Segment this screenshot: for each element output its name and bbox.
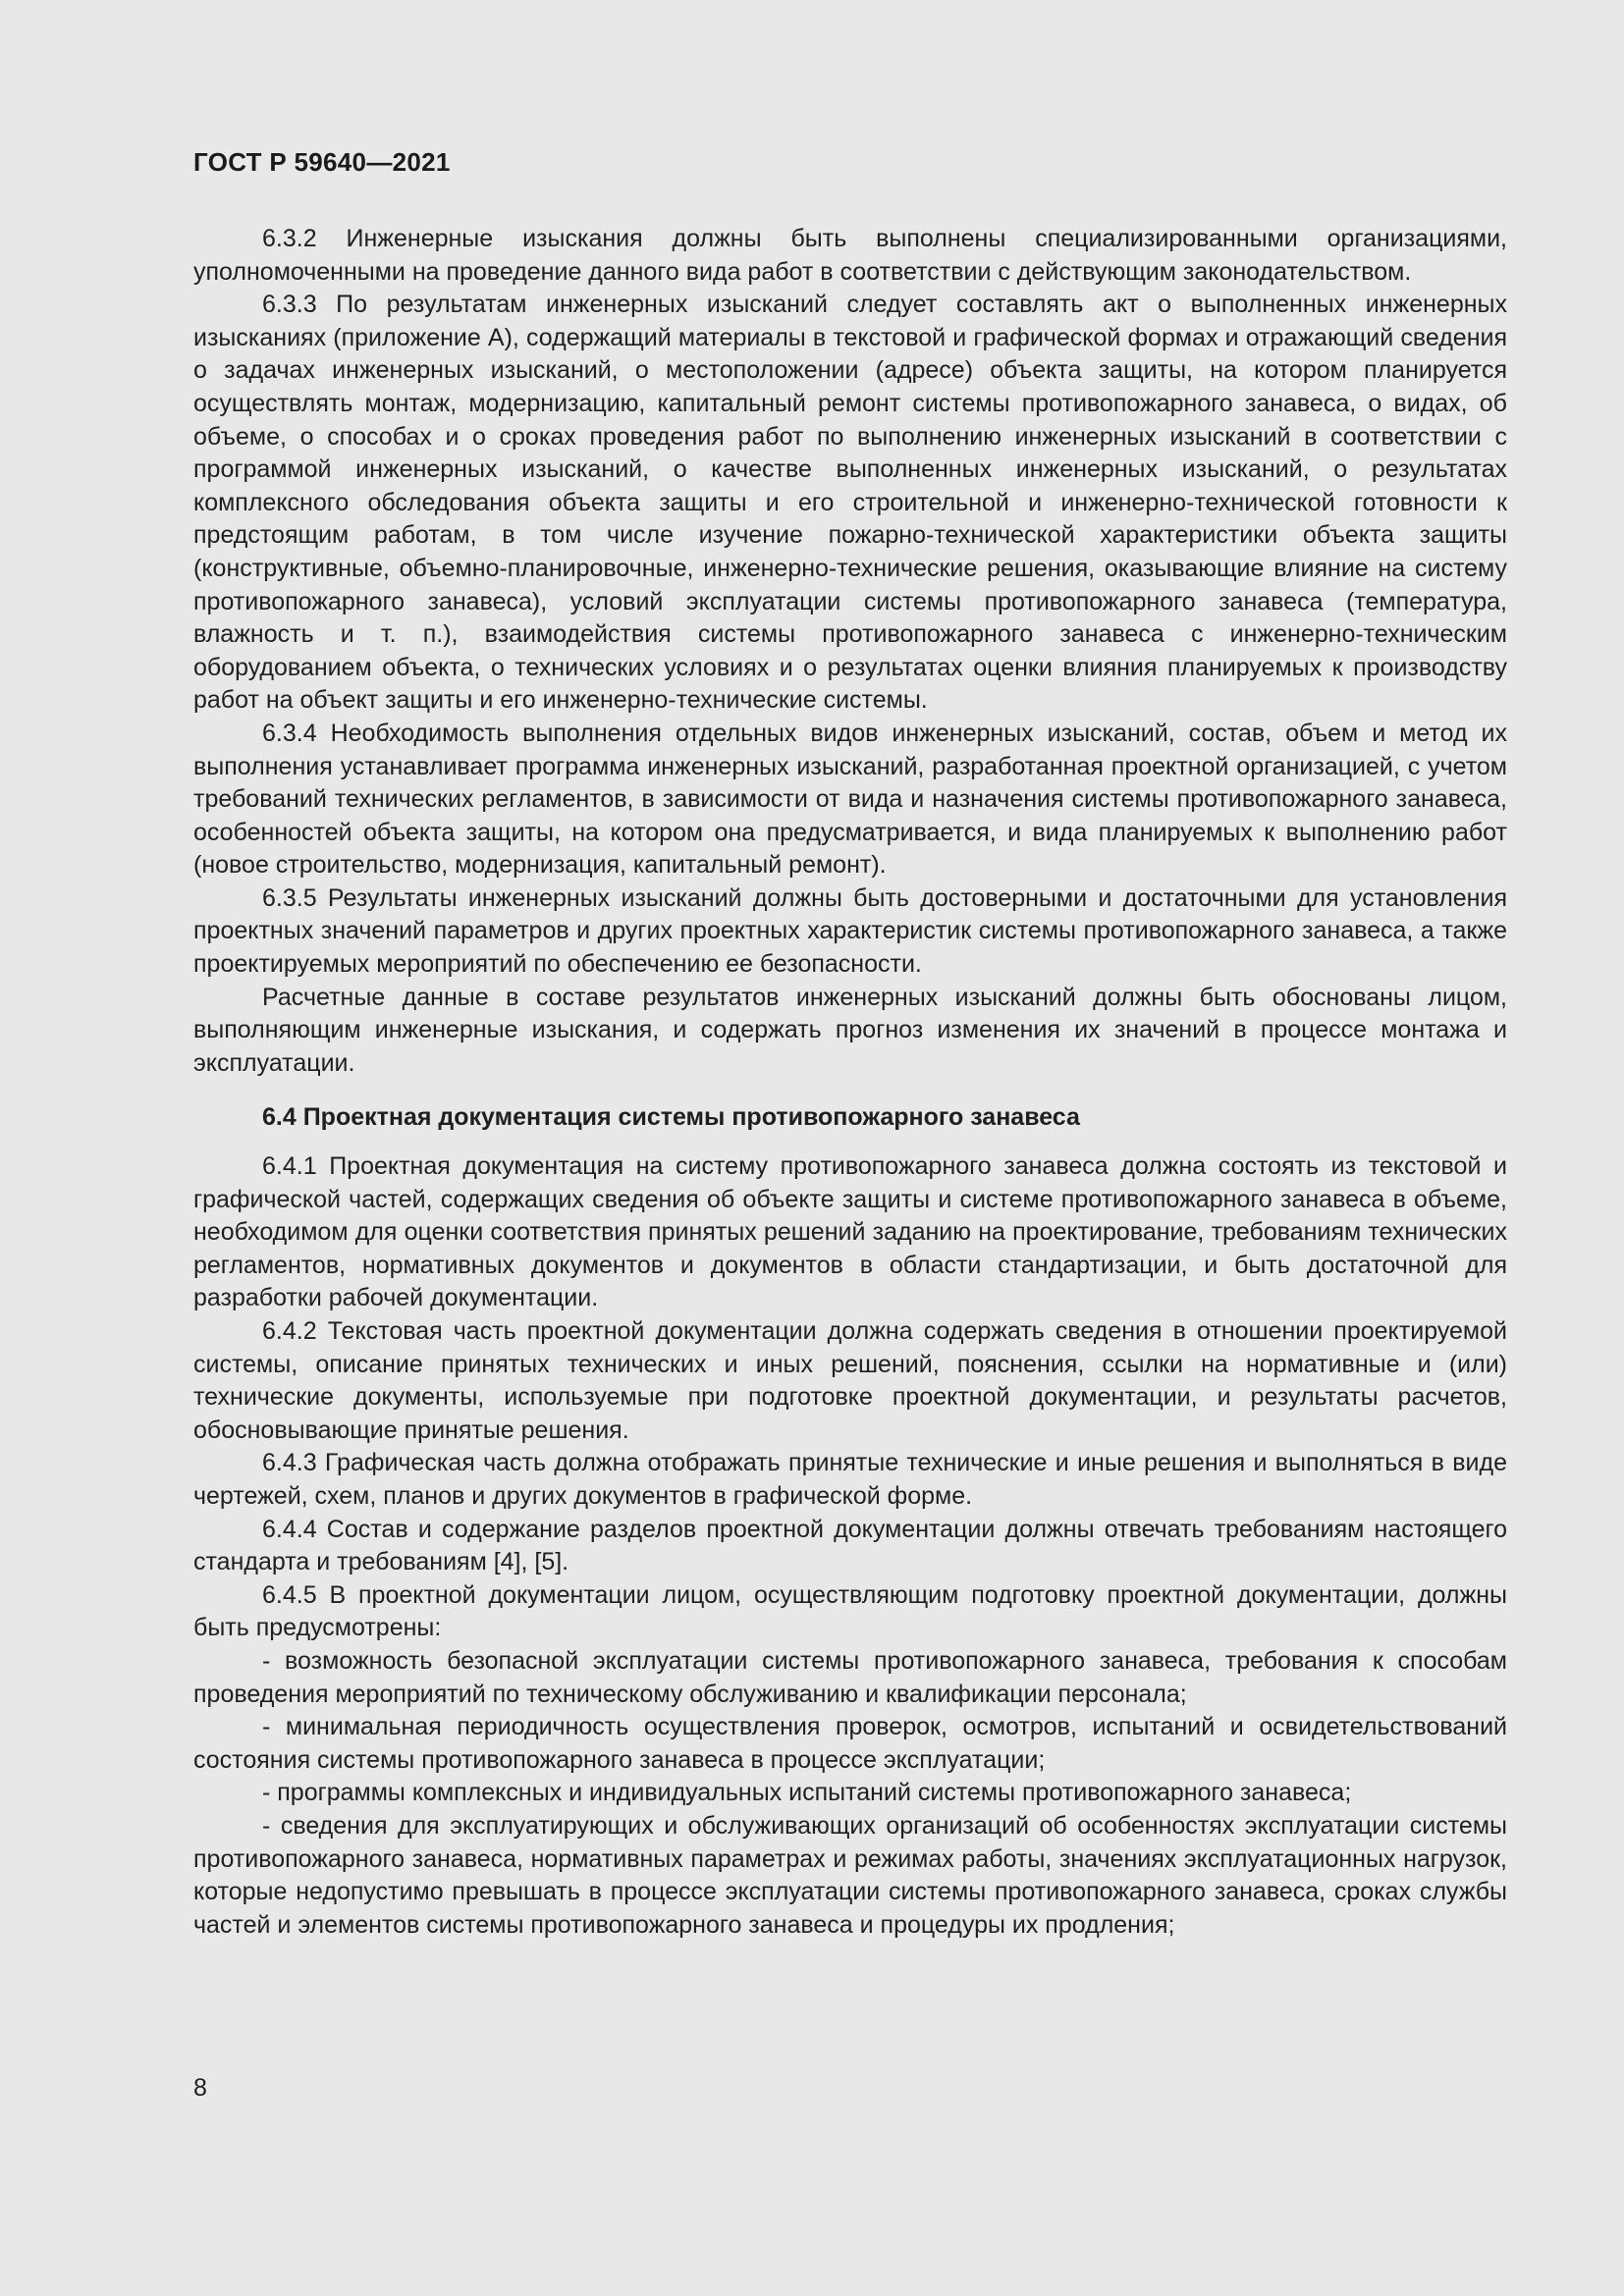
paragraph-calculated-data: Расчетные данные в составе результатов инженерных изысканий должны быть обоснованы лицом, выполняющим инженерные изыскания, и содержать прогноз изменения их значений в процессе монтажа и эксплуатации. bbox=[193, 983, 1507, 1077]
document-header-id: ГОСТ Р 59640—2021 bbox=[193, 147, 451, 177]
list-item-test-programs: - программы комплексных и индивидуальных испытаний системы противопожарного занавеса; bbox=[262, 1779, 1352, 1807]
paragraph-6-3-2: 6.3.2 Инженерные изыскания должны быть выполнены специализированными организациями, уполномоченными на проведение данного вида работ в соответствии с действующим законодательством. bbox=[193, 225, 1507, 286]
paragraph-6-4-5: 6.4.5 В проектной документации лицом, осуществляющим подготовку проектной документации, должны быть предусмотрены: bbox=[193, 1580, 1507, 1642]
paragraph-6-4-1: 6.4.1 Проектная документация на систему противопожарного занавеса должна состоять из текстовой и графической частей, содержащих сведения об объекте защиты и системе противопожарного занавеса в объеме, необходимом для оценки соответствия принятых решений заданию на проектирование, требованиям технических регламентов, нормативных документов и документов в области стандартизации, и быть достаточной для разработки рабочей документации. bbox=[193, 1152, 1507, 1312]
paragraph-6-3-4: 6.3.4 Необходимость выполнения отдельных видов инженерных изысканий, состав, объем и метод их выполнения устанавливает программа инженерных изысканий, разработанная проектной организацией, с учетом требований технических регламентов, в зависимости от вида и назначения системы противопожарного занавеса, особенностей объекта защиты, на котором она предусматривается, и вида планируемых к выполнению работ (новое строительство, модернизация, капитальный ремонт). bbox=[193, 719, 1507, 880]
list-item-safe-operation: - возможность безопасной эксплуатации системы противопожарного занавеса, требования к способам проведения мероприятий по техническому обслуживанию и квалификации персонала; bbox=[193, 1646, 1507, 1708]
paragraph-6-3-3: 6.3.3 По результатам инженерных изысканий следует составлять акт о выполненных инженерных изысканиях (приложение А), содержащий материалы в текстовой и графической формах и отражающий сведения о задачах инженерных изысканий, о местоположении (адресе) объекта защиты, на котором планируется осуществлять монтаж, модернизацию, капитальный ремонт системы противопожарного занавеса, о видах, об объеме, о способах и о сроках проведения работ по выполнению инженерных изысканий в соответствии с программой инженерных изысканий, о качестве выполненных инженерных изысканий, о результатах комплексного обследования объекта защиты и его строительной и инженерно-технической готовности к предстоящим работам, в том числе изучение пожарно-технической характеристики объекта защиты (конструктивные, объемно-планировочные, инженерно-технические решения, оказывающие влияние на систему противопожарного занавеса), условий эксплуатации системы противопожарного занавеса (температура, влажность и т. п.), взаимодействия системы противопожарного занавеса с инженерно-техническим оборудованием объекта, о технических условиях и о результатах оценки влияния планируемых к производству работ на объект защиты и его инженерно-технические системы. bbox=[193, 291, 1507, 715]
paragraph-6-4-4: 6.4.4 Состав и содержание разделов проектной документации должны отвечать требованиям настоящего стандарта и требованиям [4], [5]. bbox=[193, 1515, 1507, 1576]
document-body bbox=[193, 223, 1507, 1942]
paragraph-6-3-5: 6.3.5 Результаты инженерных изысканий должны быть достоверными и достаточными для установления проектных значений параметров и других проектных характеристик системы противопожарного занавеса, а также проектируемых мероприятий по обеспечению ее безопасности. bbox=[193, 883, 1507, 979]
list-item-operation-info: - сведения для эксплуатирующих и обслуживающих организаций об особенностях эксплуатации системы противопожарного занавеса, нормативных параметрах и режимах работы, значениях эксплуатационных нагрузок, которые недопустимо превышать в процессе эксплуатации системы противопожарного занавеса, сроках службы частей и элементов системы противопожарного занавеса и процедуры их продления; bbox=[193, 1811, 1507, 1939]
section-heading-6-4: 6.4 Проектная документация системы противопожарного занавеса bbox=[262, 1103, 1080, 1132]
list-item-inspection-frequency: - минимальная периодичность осуществления проверок, осмотров, испытаний и освидетельствований состояния системы противопожарного занавеса в процессе эксплуатации; bbox=[193, 1713, 1507, 1774]
page-number: 8 bbox=[193, 2074, 207, 2102]
paragraph-6-4-2: 6.4.2 Текстовая часть проектной документации должна содержать сведения в отношении проектируемой системы, описание принятых технических и иных решений, пояснения, ссылки на нормативные и (или) технические документы, используемые при подготовке проектной документации, и результаты расчетов, обосновывающие принятые решения. bbox=[193, 1317, 1507, 1444]
paragraph-6-4-3: 6.4.3 Графическая часть должна отображать принятые технические и иные решения и выполняться в виде чертежей, схем, планов и других документов в графической форме. bbox=[193, 1449, 1507, 1510]
